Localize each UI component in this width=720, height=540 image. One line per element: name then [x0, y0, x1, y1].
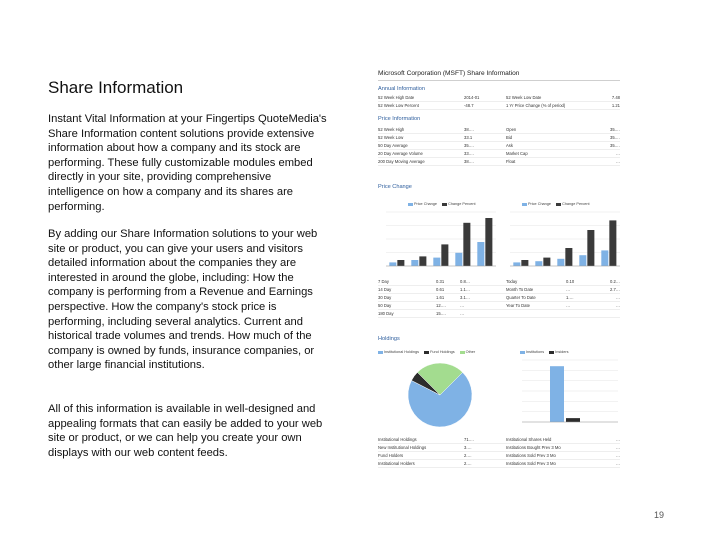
table-cell: …	[615, 445, 620, 450]
table-cell: …	[615, 303, 620, 308]
table-cell: …	[615, 159, 620, 164]
bar-change-percent	[543, 258, 550, 266]
table-cell: Fund Holders	[378, 453, 404, 458]
legend-swatch-price-change	[408, 203, 413, 206]
panel-divider	[378, 80, 620, 81]
bar-price-change	[455, 253, 462, 266]
table-cell: Open	[506, 127, 517, 132]
bar-change-percent	[463, 223, 470, 266]
table-cell: 52 Week Low	[378, 135, 404, 140]
share-information-screenshot	[372, 64, 624, 488]
legend-swatch-change-percent	[556, 203, 561, 206]
table-cell: 35.…	[609, 143, 620, 148]
page-number: 19	[653, 510, 664, 520]
table-cell: 2.…	[464, 461, 472, 466]
table-cell: Institutional Shares Held	[506, 437, 552, 442]
table-row	[378, 294, 620, 302]
table-cell: 33.…	[464, 151, 475, 156]
price-change-legend-right	[522, 202, 590, 206]
table-cell: Today	[506, 279, 518, 284]
table-row	[378, 278, 620, 286]
table-cell: 38.…	[464, 127, 475, 132]
legend-swatch-fund	[424, 351, 429, 354]
bar-price-change	[557, 259, 564, 266]
legend-swatch-price-change	[522, 203, 527, 206]
table-cell: 0.8…	[460, 279, 471, 284]
bar-change-percent	[397, 260, 404, 266]
table-cell: …	[615, 437, 620, 442]
table-cell: 12.…	[436, 303, 447, 308]
table-row	[378, 158, 620, 166]
bar-price-change	[389, 262, 396, 266]
table-cell: 0.31	[436, 279, 445, 284]
table-cell: 1.1…	[460, 287, 471, 292]
section-holdings: Holdings	[378, 336, 400, 342]
holdings-bar	[566, 418, 580, 422]
legend-swatch-other	[460, 351, 465, 354]
legend-swatch-insiders	[549, 351, 554, 354]
table-cell: Bid	[506, 135, 513, 140]
table-row	[378, 142, 620, 150]
holdings-bar-legend	[520, 350, 569, 354]
intro-paragraph: Instant Vital Information at your Fingertips QuoteMedia's Share Information content solutions provide extensive information about how a company and its stock are performing. These fully customizable modules embed directly in your site, providing comprehensive intelligence on how a company and its shares are performing.	[48, 113, 327, 213]
table-cell: 52 Week Low Percent	[378, 103, 419, 108]
price-change-legend-left	[408, 202, 476, 206]
section-price-information: Price Information	[378, 116, 421, 122]
table-row	[378, 452, 620, 460]
legend-label-other: Other	[465, 350, 476, 354]
table-cell: 3.1…	[460, 295, 471, 300]
table-cell: …	[460, 311, 465, 316]
table-cell: 7.48	[611, 95, 620, 100]
holdings-bar-chart	[512, 358, 618, 430]
table-cell: Institutions Sold Prev 3 Mo	[506, 453, 556, 458]
table-cell: 2.7…	[609, 287, 620, 292]
table-cell: Ask	[506, 143, 513, 148]
table-cell: Institutional Holdings	[378, 437, 417, 442]
table-cell: 1.21	[611, 103, 620, 108]
bar-price-change	[433, 258, 440, 266]
legend-label-change-percent: Change Percent	[448, 202, 476, 206]
legend-swatch-institutional	[378, 351, 383, 354]
holdings-legend	[378, 350, 475, 354]
bar-change-percent	[587, 230, 594, 266]
table-cell: Institutional Holders	[378, 461, 415, 466]
table-row	[378, 150, 620, 158]
table-cell: 35.…	[609, 127, 620, 132]
table-cell: …	[460, 303, 465, 308]
table-cell: Institutions Bought Prev 3 Mo	[506, 445, 561, 450]
table-row	[378, 134, 620, 142]
slide-title: Share Information	[48, 78, 184, 97]
table-cell: 14 Day	[378, 287, 392, 292]
table-cell: 7 Day	[378, 279, 389, 284]
closing-paragraph: All of this information is available in well-designed and appealing formats that can easily be added to your web site or product, or we can help you create your own displays with our web content feeds.	[48, 403, 323, 459]
price-change-chart-left	[378, 210, 496, 272]
legend-label-institutions: Institutions	[526, 350, 545, 354]
table-cell: 180 Day	[378, 311, 394, 316]
bar-change-percent	[485, 218, 492, 266]
table-cell: 30 Day	[378, 295, 392, 300]
table-cell: …	[615, 461, 620, 466]
table-cell: -48.7	[464, 103, 474, 108]
table-cell: 52 Week High	[378, 127, 405, 132]
bar-price-change	[513, 262, 520, 266]
table-cell: …	[566, 287, 571, 292]
bar-price-change	[535, 261, 542, 266]
table-row	[378, 310, 620, 318]
bar-change-percent	[565, 248, 572, 266]
legend-swatch-institutions	[520, 351, 525, 354]
legend-label-fund: Fund Holdings	[430, 350, 455, 354]
table-cell: …	[566, 303, 571, 308]
table-cell: …	[615, 295, 620, 300]
table-row	[378, 436, 620, 444]
table-cell: …	[615, 453, 620, 458]
table-cell: 50 Day	[378, 303, 392, 308]
legend-label-price-change: Price Change	[414, 202, 438, 206]
bar-price-change	[579, 255, 586, 266]
legend-label-institutional: Institutional Holdings	[384, 350, 420, 354]
holdings-bar	[550, 366, 564, 422]
holdings-pie-chart	[382, 360, 500, 430]
table-cell: 1 Yr Price Change (% of period)	[506, 103, 566, 108]
table-cell: 1.61	[436, 295, 445, 300]
table-cell: Quarter To Date	[506, 295, 536, 300]
table-cell: 52 Week High Date	[378, 95, 415, 100]
bar-price-change	[411, 260, 418, 266]
bar-change-percent	[441, 244, 448, 266]
table-row	[378, 460, 620, 468]
table-cell: 0.61	[436, 287, 445, 292]
table-row	[378, 126, 620, 134]
table-cell: 52 Week Low Date	[506, 95, 542, 100]
legend-swatch-change-percent	[442, 203, 447, 206]
table-cell: Float	[506, 159, 516, 164]
table-cell: 35.…	[464, 143, 475, 148]
price-change-chart-right	[502, 210, 620, 272]
table-cell: 0.10	[566, 279, 575, 284]
bar-price-change	[477, 242, 484, 266]
table-cell: 0.2…	[609, 279, 620, 284]
table-cell: 2.…	[464, 453, 472, 458]
table-row	[378, 286, 620, 294]
table-row	[378, 302, 620, 310]
table-cell: New Institutional Holdings	[378, 445, 427, 450]
bar-price-change	[601, 250, 608, 266]
table-cell: 71.…	[464, 437, 475, 442]
table-cell: Market Cap	[506, 151, 528, 156]
table-row	[378, 102, 620, 110]
bar-change-percent	[419, 256, 426, 266]
table-cell: 33.1	[464, 135, 473, 140]
table-row	[378, 444, 620, 452]
panel-title: Microsoft Corporation (MSFT) Share Information	[378, 70, 520, 77]
table-cell: Institutions Sold Prev 3 Mo	[506, 461, 556, 466]
legend-label-change-percent: Change Percent	[562, 202, 590, 206]
table-cell: Year To Date	[506, 303, 530, 308]
table-row	[378, 94, 620, 102]
table-cell: 2014-01	[464, 95, 480, 100]
table-cell: 35.…	[609, 135, 620, 140]
table-cell: 15.…	[436, 311, 447, 316]
table-cell: 20 Day Average Volume	[378, 151, 423, 156]
details-paragraph: By adding our Share Information solutions to your web site or product, you can give your users and visitors detailed information about the companies they are interested in around the globe, including: How the company is performing from a Revenue and Earnings perspective. How the company's stock price is performing, including several analytics. Current and historical trade volumes and trends. How much of the company is owned by funds, insurance companies, or other large financial institutions.	[48, 228, 318, 372]
legend-label-insiders: Insiders	[555, 350, 569, 354]
section-price-change: Price Change	[378, 184, 412, 190]
table-cell: 200 Day Moving Average	[378, 159, 425, 164]
bar-change-percent	[521, 260, 528, 266]
legend-label-price-change: Price Change	[528, 202, 552, 206]
table-cell: 50 Day Average	[378, 143, 408, 148]
bar-change-percent	[609, 220, 616, 266]
table-cell: Month To Date	[506, 287, 534, 292]
table-cell: 1.…	[566, 295, 574, 300]
table-cell: 3.…	[464, 445, 472, 450]
section-annual-information: Annual Information	[378, 86, 425, 92]
table-cell: 38.…	[464, 159, 475, 164]
table-cell: …	[615, 151, 620, 156]
